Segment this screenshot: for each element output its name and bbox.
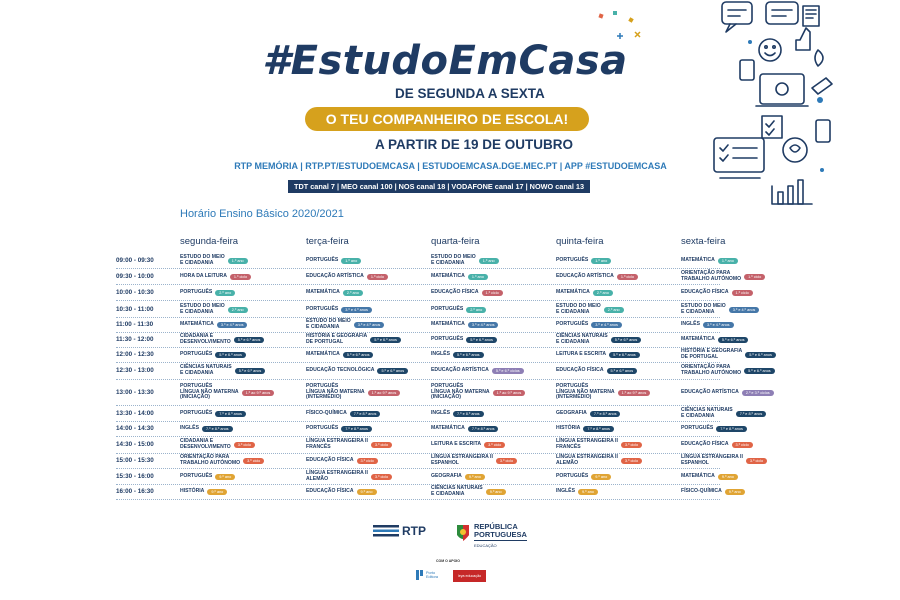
grade-badge: 2.º ano (593, 290, 613, 296)
subject-label: LÍNGUA ESTRANGEIRA II FRANCÊS (556, 438, 618, 450)
schedule-cell (681, 333, 748, 347)
schedule-cell (180, 422, 233, 436)
grade-badge: 9.º ano (357, 489, 377, 495)
subject-label: EDUCAÇÃO FÍSICA (306, 457, 354, 464)
subject-label: ORIENTAÇÃO PARA TRABALHO AUTÓNOMO (180, 454, 241, 466)
subject-label: MATEMÁTICA (431, 425, 465, 432)
page-title: #EstudoEmCasa (262, 38, 628, 84)
schedule-cell (306, 422, 372, 436)
grade-badge: 9.º ano (578, 489, 598, 495)
time-slot: 16:00 - 16:30 (116, 488, 154, 495)
subject-label: PORTUGUÊS (306, 257, 339, 264)
checklist-screen-icon (714, 138, 764, 172)
grade-badge: 9.º ano (465, 474, 485, 480)
page-subtitle: DE SEGUNDA A SEXTA (395, 86, 545, 101)
schedule-cell (180, 454, 264, 468)
subject-label: PORTUGUÊS (556, 257, 589, 264)
grade-badge: 5.º e 6.º anos (745, 352, 776, 358)
schedule-row (116, 318, 730, 333)
grade-badge: 7.º e 8.º anos (716, 426, 747, 432)
leya-logo-text: leya educação (457, 574, 482, 578)
subject-label: MATEMÁTICA (180, 321, 214, 328)
grade-badge: 5.º e 6.º anos (235, 368, 266, 374)
grade-badge: 1.º ciclo (230, 274, 251, 280)
grade-badge: 1.º ciclo (617, 274, 638, 280)
subject-label: EDUCAÇÃO ARTÍSTICA (556, 273, 614, 280)
schedule-cell (306, 469, 392, 484)
schedule-cell (681, 380, 774, 405)
time-slot: 13:30 - 14:00 (116, 409, 154, 417)
schedule-cell (681, 318, 734, 332)
grade-badge: 3.º e 4.º anos (217, 322, 248, 328)
subject-label: INGLÊS (180, 425, 199, 432)
schedule-row (116, 380, 770, 406)
porto-editora-line2: Editora (426, 575, 439, 579)
subject-label: HISTÓRIA E GEOGRAFIA DE PORTUGAL (306, 333, 368, 345)
schedule-cell (681, 270, 765, 284)
schedule-cell (681, 485, 745, 499)
time-slot: 09:30 - 10:00 (116, 273, 154, 280)
time-slot: 10:00 - 10:30 (116, 289, 154, 296)
time-slot: 14:00 - 14:30 (116, 425, 154, 432)
subject-label: GEOGRAFIA (556, 409, 587, 416)
grade-badge: 7.º e 8.º anos (341, 426, 372, 432)
republica-line2: PORTUGUESA (474, 530, 527, 539)
schedule-cell (556, 485, 598, 499)
schedule-cell (681, 454, 767, 468)
subject-label: ORIENTAÇÃO PARA TRABALHO AUTÓNOMO (681, 270, 742, 282)
grade-badge: 2.º ano (343, 290, 363, 296)
grade-badge: 3.º ciclo (234, 442, 255, 448)
schedule-cell (431, 485, 506, 499)
schedule-cell (306, 348, 373, 362)
schedule-cell (431, 286, 503, 300)
time-slot: 10:30 - 11:00 (116, 305, 154, 313)
tablet-icon (816, 120, 830, 142)
subject-label: EDUCAÇÃO FÍSICA (556, 367, 604, 374)
schedule-cell (681, 254, 738, 268)
grade-badge: 3.º ciclo (357, 458, 378, 464)
time-slot: 12:30 - 13:00 (116, 367, 154, 374)
schedule-cell (431, 270, 488, 284)
schedule-cell (306, 363, 408, 379)
subject-label: LÍNGUA ESTRANGEIRA II ESPANHOL (431, 454, 493, 466)
grade-badge: 5.º e 6.º anos (611, 337, 642, 343)
grade-badge: 1.º ao 9.º anos (493, 390, 526, 396)
schedule-cell (180, 318, 247, 332)
subject-label: PORTUGUÊS (556, 321, 589, 328)
grade-badge: 7.º e 8.º anos (583, 426, 614, 432)
grade-badge: 3.º e 4.º anos (703, 322, 734, 328)
grade-badge: 5.º e 6.º anos (466, 337, 497, 343)
grade-badge: 3.º ciclo (621, 458, 642, 464)
subject-label: EDUCAÇÃO FÍSICA (431, 289, 479, 296)
schedule-cell (681, 286, 753, 300)
day-header: quinta-feira (556, 236, 604, 247)
subject-label: CIDADANIA E DESENVOLVIMENTO (180, 438, 231, 450)
subject-label: LÍNGUA ESTRANGEIRA II ALEMÃO (306, 469, 368, 482)
subject-label: HISTÓRIA E GEOGRAFIA DE PORTUGAL (681, 348, 743, 360)
grade-badge: 7.º e 8.º anos (215, 411, 246, 417)
schedule-cell (556, 348, 640, 362)
subject-label: EDUCAÇÃO FÍSICA (306, 488, 354, 495)
leya-logo (453, 570, 486, 582)
grade-badge: 7.º e 8.º anos (590, 411, 621, 417)
subject-label: MATEMÁTICA (681, 257, 715, 264)
grade-badge: 1.º ano (479, 258, 499, 264)
grade-badge: 1.º ano (341, 258, 361, 264)
grade-badge: 5.º e 6.º anos (343, 352, 374, 358)
schedule-cell (306, 406, 380, 421)
schedule-cell (180, 302, 248, 317)
subject-label: GEOGRAFIA (431, 472, 462, 479)
schedule-cell (556, 254, 611, 268)
grade-badge: 5.º e 6.º anos (234, 337, 265, 343)
grade-badge: 5.º e 6.º ciclos (492, 368, 524, 374)
subject-label: INGLÊS (681, 321, 700, 328)
schedule-cell (431, 254, 499, 268)
republica-line1: REPÚBLICA (474, 522, 518, 531)
grade-badge: 3.º ciclo (746, 458, 767, 464)
subject-label: ESTUDO DO MEIO E CIDADANIA (180, 254, 225, 266)
subject-label: PORTUGUÊS LÍNGUA NÃO MATERNA (INICIAÇÃO) (180, 383, 239, 401)
schedule-cell (556, 286, 613, 300)
rtp-logo (373, 524, 426, 538)
day-header: quarta-feira (431, 236, 480, 247)
porto-editora-logo (416, 570, 438, 580)
subject-label: ORIENTAÇÃO PARA TRABALHO AUTÓNOMO (681, 364, 742, 376)
grade-badge: 3.º e 4.º anos (468, 322, 499, 328)
subject-label: PORTUGUÊS (431, 336, 464, 343)
schedule-cell (431, 302, 486, 317)
schedule-cell (306, 380, 400, 405)
time-slot: 12:00 - 12:30 (116, 351, 154, 358)
grade-badge: 3.º ciclo (371, 442, 392, 448)
grade-badge: 3.º e 4.º anos (354, 322, 385, 328)
schedule-cell (180, 333, 264, 347)
subject-label: PORTUGUÊS (180, 289, 213, 296)
subject-label: HORA DA LEITURA (180, 273, 227, 280)
schedule-cell (180, 254, 248, 268)
time-slot: 09:00 - 09:30 (116, 257, 154, 264)
grade-badge: 7.º e 8.º anos (350, 411, 381, 417)
schedule-cell (306, 318, 384, 332)
subject-label: PORTUGUÊS LÍNGUA NÃO MATERNA (INTERMÉDIO) (306, 383, 365, 401)
laptop-icon (760, 74, 804, 104)
rtp-stripes-icon (373, 524, 399, 538)
grade-badge: 1.º ao 9.º anos (368, 390, 401, 396)
rtp-logo-text: RTP (402, 524, 426, 538)
schedule-row (116, 437, 749, 454)
schedule-row (116, 485, 741, 500)
subject-label: ESTUDO DO MEIO E CIDADANIA (556, 302, 601, 315)
grade-badge: 7.º e 8.º anos (202, 426, 233, 432)
grade-badge: 7.º e 8.º anos (453, 411, 484, 417)
schedule-cell (180, 270, 251, 284)
time-slot: 15:00 - 15:30 (116, 457, 154, 464)
schedule-cell (681, 406, 766, 421)
schedule-cell (306, 437, 392, 453)
schedule-cell (681, 348, 776, 362)
subject-label: FÍSICO-QUÍMICA (681, 488, 722, 495)
grade-badge: 1.º ano (591, 258, 611, 264)
republica-portuguesa-logo (455, 523, 527, 550)
schedule-cell (556, 270, 638, 284)
schedule-cell (556, 380, 650, 405)
schedule-cell (681, 302, 759, 317)
schedule-cell (180, 485, 227, 499)
day-header: segunda-feira (180, 236, 239, 247)
grade-badge: 2.º ano (604, 307, 624, 313)
time-slot: 11:30 - 12:00 (116, 336, 154, 343)
subject-label: CIÊNCIAS NATURAIS E CIDADANIA (180, 364, 232, 376)
subject-label: ESTUDO DO MEIO E CIDADANIA (681, 302, 726, 315)
grade-badge: 3.º e 4.º anos (591, 322, 622, 328)
grade-badge: 1.º ciclo (482, 290, 503, 296)
schedule-row (116, 469, 734, 485)
subject-label: INGLÊS (556, 488, 575, 495)
grade-badge: 3.º e 4.º anos (341, 307, 372, 313)
subject-label: PORTUGUÊS (681, 425, 714, 432)
schedule-cell (681, 469, 738, 484)
grade-badge: 1.º ao 9.º anos (618, 390, 651, 396)
clipboard-icon (762, 116, 782, 138)
message-icon (766, 2, 798, 24)
support-label: COM O APOIO (436, 559, 460, 563)
subject-label: LÍNGUA ESTRANGEIRA II FRANCÊS (306, 438, 368, 450)
tagline-banner: O TEU COMPANHEIRO DE ESCOLA! (305, 107, 589, 131)
schedule-row (116, 406, 763, 422)
subject-label: EDUCAÇÃO ARTÍSTICA (681, 388, 739, 395)
subject-label: EDUCAÇÃO ARTÍSTICA (431, 367, 489, 374)
subject-label: ESTUDO DO MEIO E CIDADANIA (306, 318, 351, 330)
schedule-cell (180, 406, 246, 421)
grade-badge: 5.º e 6.º anos (609, 352, 640, 358)
heart-chat-icon (783, 138, 807, 162)
schedule-cell (556, 302, 624, 317)
schedule-cell (431, 454, 517, 468)
porto-editora-line1: Porto (426, 571, 436, 575)
subject-label: EDUCAÇÃO FÍSICA (681, 289, 729, 296)
coat-of-arms-icon (455, 523, 471, 543)
subject-label: LEITURA E ESCRITA (431, 441, 482, 448)
subject-label: LÍNGUA ESTRANGEIRA II ALEMÃO (556, 454, 618, 466)
grade-badge: 3.º ciclo (243, 458, 264, 464)
subject-label: PORTUGUÊS (306, 305, 339, 312)
grade-badge: 1.º ao 9.º anos (242, 390, 275, 396)
schedule-cell (431, 348, 484, 362)
schedule-cell (306, 254, 361, 268)
grade-badge: 9.º ano (591, 474, 611, 480)
education-doodle-icons (700, 0, 835, 215)
schedule-cell (180, 363, 265, 379)
schedule-cell (431, 380, 525, 405)
schedule-cell (306, 302, 372, 317)
subject-label: FÍSICO-QUÍMICA (306, 409, 347, 416)
republica-line3: EDUCAÇÃO (474, 540, 527, 550)
subject-label: HISTÓRIA (180, 488, 205, 495)
grade-badge: 2.º e 3.º ciclos (742, 390, 774, 396)
grade-badge: 5.º e 6.º anos (453, 352, 484, 358)
subject-label: MATEMÁTICA (681, 472, 715, 479)
time-slot: 11:00 - 11:30 (116, 321, 154, 328)
grade-badge: 3.º e 4.º anos (729, 307, 760, 313)
schedule-cell (556, 469, 611, 484)
time-slot: 13:00 - 13:30 (116, 388, 154, 396)
schedule-row (116, 270, 762, 285)
subject-label: LEITURA E ESCRITA (556, 351, 607, 358)
grade-badge: 3.º ciclo (496, 458, 517, 464)
subject-label: MATEMÁTICA (431, 321, 465, 328)
smiley-icon (759, 39, 781, 61)
subject-label: INGLÊS (431, 409, 450, 416)
schedule-cell (180, 286, 235, 300)
grade-badge: 5.º e 6.º anos (377, 368, 408, 374)
subject-label: PORTUGUÊS LÍNGUA NÃO MATERNA (INICIAÇÃO) (431, 383, 490, 401)
schedule-cell (180, 469, 235, 484)
links-line: RTP MEMÓRIA | RTP.PT/ESTUDOEMCASA | ESTUDOEMCASA.DGE.MEC.PT | APP #ESTUDOEMCASA (234, 161, 667, 171)
subject-label: PORTUGUÊS (431, 305, 464, 312)
schedule-cell (681, 422, 747, 436)
schedule-cell (431, 363, 524, 379)
grade-badge: 9.º ano (486, 489, 506, 495)
grade-badge: 3.º ciclo (732, 442, 753, 448)
subject-label: LÍNGUA ESTRANGEIRA II ESPANHOL (681, 454, 743, 466)
grade-badge: 5.º e 6.º anos (718, 337, 749, 343)
subject-label: MATEMÁTICA (306, 289, 340, 296)
day-header: terça-feira (306, 236, 349, 247)
chat-bubble-icon (722, 2, 752, 24)
schedule-cell (681, 437, 753, 453)
grade-badge: 5.º e 6.º anos (607, 368, 638, 374)
grade-badge: 7.º e 8.º anos (736, 411, 767, 417)
schedule-cell (306, 286, 363, 300)
subject-label: INGLÊS (431, 351, 450, 358)
grade-badge: 2.º ano (466, 307, 486, 313)
phone-icon (740, 60, 754, 80)
subject-label: EDUCAÇÃO FÍSICA (681, 441, 729, 448)
schedule-cell (556, 437, 642, 453)
grade-badge: 9.º ano (215, 474, 235, 480)
grade-badge: 2.º ano (228, 307, 248, 313)
book-icon (803, 6, 819, 26)
schedule-row (116, 348, 772, 363)
grade-badge: 3.º ciclo (621, 442, 642, 448)
schedule-row (116, 302, 756, 318)
grade-badge: 3.º ciclo (371, 474, 392, 480)
subject-label: MATEMÁTICA (431, 273, 465, 280)
schedule-cell (306, 454, 378, 468)
start-date: A PARTIR DE 19 DE OUTUBRO (375, 137, 574, 152)
time-slot: 14:30 - 15:00 (116, 441, 154, 448)
schedule-cell (556, 318, 622, 332)
grade-badge: 9.º ano (725, 489, 745, 495)
grade-badge: 1.º ciclo (744, 274, 765, 280)
schedule-cell (431, 406, 484, 421)
pencil-icon (812, 78, 832, 94)
grade-badge: 5.º e 6.º anos (370, 337, 401, 343)
schedule-cell (306, 270, 388, 284)
thumbs-up-icon (796, 28, 810, 50)
grade-badge: 1.º ciclo (367, 274, 388, 280)
schedule-row (116, 286, 749, 301)
schedule-cell (556, 422, 614, 436)
schedule-row (116, 333, 745, 348)
subject-label: PORTUGUÊS (306, 425, 339, 432)
schedule-cell (180, 348, 246, 362)
schedule-cell (556, 454, 642, 468)
schedule-cell (556, 363, 637, 379)
subject-label: PORTUGUÊS (180, 472, 213, 479)
schedule-cell (681, 363, 775, 379)
subject-label: EDUCAÇÃO TECNOLÓGICA (306, 367, 375, 374)
porto-editora-icon (416, 570, 424, 580)
grade-badge: 1.º ano (718, 258, 738, 264)
subject-label: PORTUGUÊS (180, 351, 213, 358)
grade-badge: 2.º ano (215, 290, 235, 296)
day-header: sexta-feira (681, 236, 726, 247)
schedule-label: Horário Ensino Básico 2020/2021 (180, 208, 344, 220)
grade-badge: 1.º ano (468, 274, 488, 280)
subject-label: EDUCAÇÃO ARTÍSTICA (306, 273, 364, 280)
subject-label: ESTUDO DO MEIO E CIDADANIA (180, 302, 225, 315)
schedule-cell (556, 333, 641, 347)
subject-label: CIDADANIA E DESENVOLVIMENTO (180, 333, 231, 345)
subject-label: MATEMÁTICA (306, 351, 340, 358)
grade-badge: 5.º e 6.º anos (744, 368, 775, 374)
heart-icon (815, 50, 823, 66)
schedule-row (116, 363, 771, 380)
schedule-cell (556, 406, 620, 421)
subject-label: MATEMÁTICA (681, 336, 715, 343)
subject-label: HISTÓRIA (556, 425, 581, 432)
grade-badge: 7.º e 8.º anos (468, 426, 499, 432)
schedule-row (116, 422, 743, 437)
subject-label: PORTUGUÊS (556, 472, 589, 479)
subject-label: PORTUGUÊS LÍNGUA NÃO MATERNA (INTERMÉDIO) (556, 383, 615, 401)
subject-label: CIÊNCIAS NATURAIS E CIDADANIA (556, 333, 608, 345)
schedule-cell (180, 437, 255, 453)
subject-label: MATEMÁTICA (556, 289, 590, 296)
grade-badge: 1.º ano (228, 258, 248, 264)
schedule-cell (180, 380, 274, 405)
schedule-cell (431, 333, 497, 347)
grade-badge: 3.º ciclo (484, 442, 505, 448)
subject-label: CIÊNCIAS NATURAIS E CIDADANIA (681, 406, 733, 419)
grade-badge: 5.º e 6.º anos (215, 352, 246, 358)
schedule-row (116, 454, 764, 469)
grade-badge: 9.º ano (207, 489, 227, 495)
grade-badge: 9.º ano (718, 474, 738, 480)
schedule-cell (306, 485, 377, 499)
subject-label: ESTUDO DO MEIO E CIDADANIA (431, 254, 476, 266)
schedule-cell (431, 469, 485, 484)
schedule-cell (431, 437, 505, 453)
time-slot: 15:30 - 16:00 (116, 472, 154, 480)
schedule-cell (306, 333, 401, 347)
schedule-row (116, 254, 734, 269)
subject-label: CIÊNCIAS NATURAIS E CIDADANIA (431, 485, 483, 497)
subject-label: PORTUGUÊS (180, 409, 213, 416)
schedule-cell (431, 422, 498, 436)
channels-bar: TDT canal 7 | MEO canal 100 | NOS canal 18 | VODAFONE canal 17 | NOWO canal 13 (288, 180, 590, 193)
schedule-cell (431, 318, 498, 332)
grade-badge: 1.º ciclo (732, 290, 753, 296)
